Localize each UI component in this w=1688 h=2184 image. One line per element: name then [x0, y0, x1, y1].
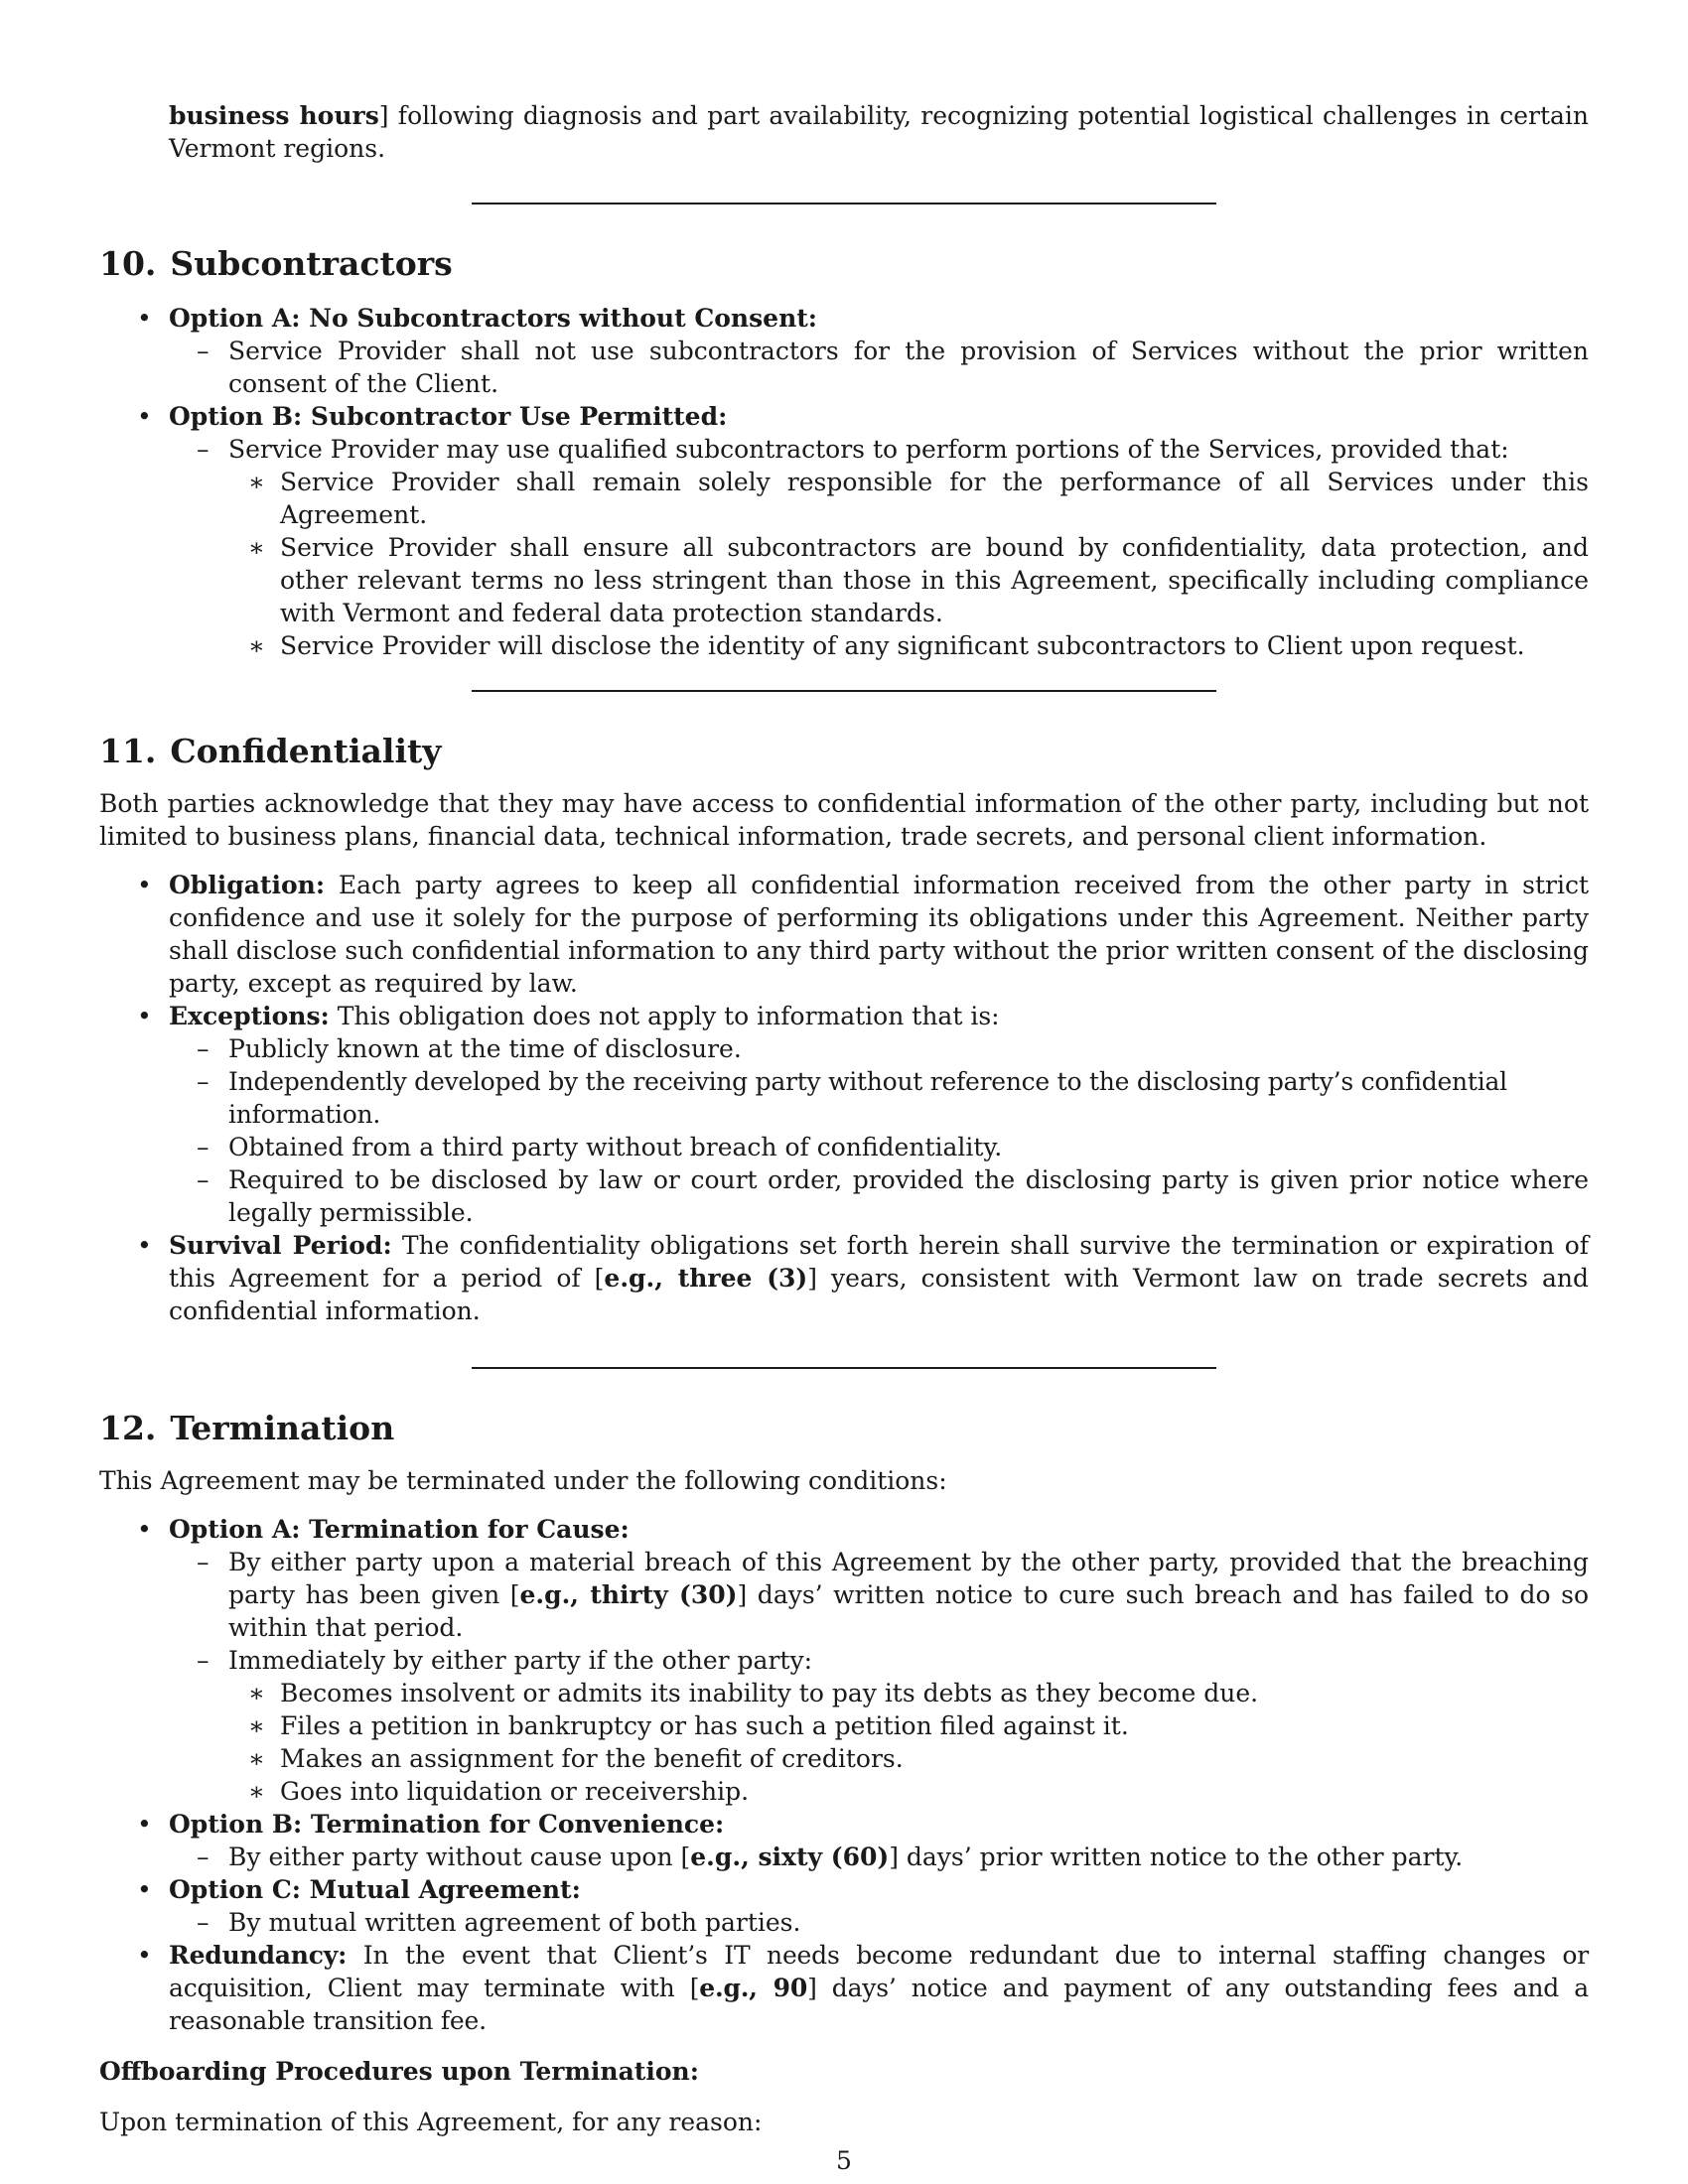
list-subsubitem	[99, 1709, 1589, 1742]
section-number: 11.	[99, 732, 157, 770]
list-subitem	[99, 1546, 1589, 1644]
redundancy-text-end: ] days’ notice and payment of any outstanding fees and a reasonable transition fee.	[169, 1974, 1589, 2035]
dash-marker: –	[197, 1165, 210, 1194]
star-marker: ∗	[248, 1711, 265, 1740]
dash-marker: –	[197, 1133, 210, 1161]
cause-text-end: ] days’ written notice to cure such breach and has failed to do so within that period.	[228, 1580, 1589, 1642]
dash-marker: –	[197, 435, 210, 464]
bullet-marker: •	[137, 1002, 152, 1030]
intro-text: ] following diagnosis and part availability, recognizing potential logistical challenges in certain Vermont regions.	[169, 101, 1590, 163]
list-subsubitem	[99, 1677, 1589, 1709]
subitem-text: Service Provider shall remain solely responsible for the performance of all Services under this Agreement.	[280, 468, 1589, 529]
bullet-marker: •	[137, 304, 152, 333]
list-item	[99, 1939, 1589, 2037]
dash-marker: –	[197, 1843, 210, 1871]
list-subitem	[99, 1032, 1589, 1065]
exceptions-text: This obligation does not apply to information that is:	[337, 1002, 1000, 1030]
list-subitem	[99, 1065, 1589, 1131]
section-divider	[472, 1367, 1216, 1369]
redundancy-bold-text: e.g., 90	[699, 1974, 808, 2002]
list-subsubitem	[99, 1775, 1589, 1808]
survival-label: Survival Period:	[169, 1231, 392, 1260]
section-number: 10.	[99, 244, 157, 283]
bullet-marker: •	[137, 1515, 152, 1544]
convenience-text: By either party without cause upon [	[228, 1843, 691, 1871]
option-b-label: Option B: Subcontractor Use Permitted:	[169, 402, 728, 431]
confidentiality-list	[99, 869, 1589, 1327]
star-marker: ∗	[248, 1679, 265, 1707]
confidentiality-intro: Both parties acknowledge that they may have access to confidential information of the other party, including but not limited to business plans, financial data, technical information, trade secrets, and personal client information.	[99, 789, 1589, 851]
list-subitem	[99, 1131, 1589, 1163]
option-c-label: Option C: Mutual Agreement:	[169, 1875, 581, 1904]
list-item	[99, 1873, 1589, 1906]
bullet-marker: •	[137, 871, 152, 899]
exception-text: Required to be disclosed by law or court order, provided the disclosing party is given prior notice where legally permissible.	[228, 1165, 1589, 1227]
subitem-text: Service Provider shall ensure all subcontractors are bound by confidentiality, data protection, and other relevant terms no less stringent than those in this Agreement, specifically including compliance with Vermont and federal data protection standards.	[280, 533, 1589, 627]
dash-marker: –	[197, 337, 210, 365]
convenience-text-end: ] days’ prior written notice to the other party.	[889, 1843, 1464, 1871]
offboarding-heading: Offboarding Procedures upon Termination:	[99, 2057, 699, 2086]
page-content	[99, 99, 1589, 2138]
termination-intro: This Agreement may be terminated under the following conditions:	[99, 1466, 947, 1495]
section-divider	[472, 690, 1216, 692]
page-number: 5	[836, 2146, 852, 2175]
intro-bold-text: business hours	[169, 101, 379, 130]
subitem-text: Goes into liquidation or receivership.	[280, 1777, 750, 1806]
list-subitem	[99, 1644, 1589, 1677]
star-marker: ∗	[248, 631, 265, 660]
survival-text-end: ] years, consistent with Vermont law on trade secrets and confidential information.	[169, 1264, 1590, 1325]
dash-marker: –	[197, 1034, 210, 1063]
bullet-marker: •	[137, 402, 152, 431]
option-b-label: Option B: Termination for Convenience:	[169, 1810, 725, 1839]
list-item	[99, 302, 1589, 335]
list-subsubitem	[99, 531, 1589, 629]
section-title: Termination	[170, 1409, 395, 1447]
list-item	[99, 869, 1589, 1000]
cause-bold-text: e.g., thirty (30)	[519, 1580, 738, 1609]
list-subitem	[99, 1906, 1589, 1939]
list-item	[99, 1808, 1589, 1841]
star-marker: ∗	[248, 468, 265, 496]
obligation-label: Obligation:	[169, 871, 326, 899]
exceptions-label: Exceptions:	[169, 1002, 330, 1030]
survival-text: The confidentiality obligations set forth herein shall survive the termination or expiration of this Agreement for a period of [	[169, 1231, 1589, 1293]
list-subsubitem	[99, 629, 1589, 662]
subcontractors-list	[99, 302, 1589, 662]
immediate-text: Immediately by either party if the other party:	[228, 1646, 813, 1675]
option-a-label: Option A: No Subcontractors without Consent:	[169, 304, 818, 333]
bullet-marker: •	[137, 1875, 152, 1904]
dash-marker: –	[197, 1908, 210, 1937]
list-item	[99, 400, 1589, 433]
bullet-marker: •	[137, 1941, 152, 1970]
exception-text: Obtained from a third party without breach of confidentiality.	[228, 1133, 1003, 1161]
section-title: Confidentiality	[170, 732, 442, 770]
exception-text: Independently developed by the receiving party without reference to the disclosing party’s confidential information.	[228, 1067, 1507, 1129]
list-subsubitem	[99, 466, 1589, 531]
option-b-text: Service Provider may use qualified subcontractors to perform portions of the Services, provided that:	[228, 435, 1509, 464]
list-item	[99, 1513, 1589, 1546]
list-subitem	[99, 1841, 1589, 1873]
list-subitem	[99, 433, 1589, 466]
section-heading-termination	[99, 1409, 1589, 1448]
dash-marker: –	[197, 1548, 210, 1576]
mutual-text: By mutual written agreement of both parties.	[228, 1908, 801, 1937]
subitem-text: Files a petition in bankruptcy or has such a petition filed against it.	[280, 1711, 1129, 1740]
list-subsubitem	[99, 1742, 1589, 1775]
subitem-text: Service Provider will disclose the identity of any significant subcontractors to Client upon request.	[280, 631, 1525, 660]
subitem-text: Becomes insolvent or admits its inability to pay its debts as they become due.	[280, 1679, 1259, 1707]
obligation-text: Each party agrees to keep all confidential information received from the other party in strict confidence and use it solely for the purpose of performing its obligations under this Agreement. Neither party shall disclose such confidential information to any third party without the prior written consent of the disclosing party, except as required by law.	[169, 871, 1590, 998]
section-heading-confidentiality	[99, 732, 1589, 771]
dash-marker: –	[197, 1646, 210, 1675]
continuation-paragraph	[99, 99, 1589, 165]
termination-list	[99, 1513, 1589, 2037]
section-number: 12.	[99, 1409, 157, 1447]
redundancy-label: Redundancy:	[169, 1941, 348, 1970]
offboarding-text: Upon termination of this Agreement, for any reason:	[99, 2108, 763, 2136]
option-a-text: Service Provider shall not use subcontractors for the provision of Services without the prior written consent of the Client.	[228, 337, 1589, 398]
survival-bold-text: e.g., three (3)	[604, 1264, 808, 1293]
convenience-bold-text: e.g., sixty (60)	[690, 1843, 890, 1871]
list-item	[99, 1229, 1589, 1327]
star-marker: ∗	[248, 1777, 265, 1806]
exception-text: Publicly known at the time of disclosure.	[228, 1034, 742, 1063]
bullet-marker: •	[137, 1231, 152, 1260]
list-subitem	[99, 1163, 1589, 1229]
star-marker: ∗	[248, 1744, 265, 1773]
option-a-label: Option A: Termination for Cause:	[169, 1515, 630, 1544]
dash-marker: –	[197, 1067, 210, 1096]
list-subitem	[99, 335, 1589, 400]
bullet-marker: •	[137, 1810, 152, 1839]
subitem-text: Makes an assignment for the benefit of creditors.	[280, 1744, 904, 1773]
cause-text: By either party upon a material breach of this Agreement by the other party, provided that the breaching party has been given [	[228, 1548, 1589, 1609]
redundancy-text: In the event that Client’s IT needs become redundant due to internal staffing changes or acquisition, Client may terminate with [	[169, 1941, 1589, 2002]
list-item	[99, 1000, 1589, 1032]
star-marker: ∗	[248, 533, 265, 562]
section-divider	[472, 203, 1216, 205]
section-title: Subcontractors	[170, 244, 453, 283]
section-heading-subcontractors	[99, 244, 1589, 284]
